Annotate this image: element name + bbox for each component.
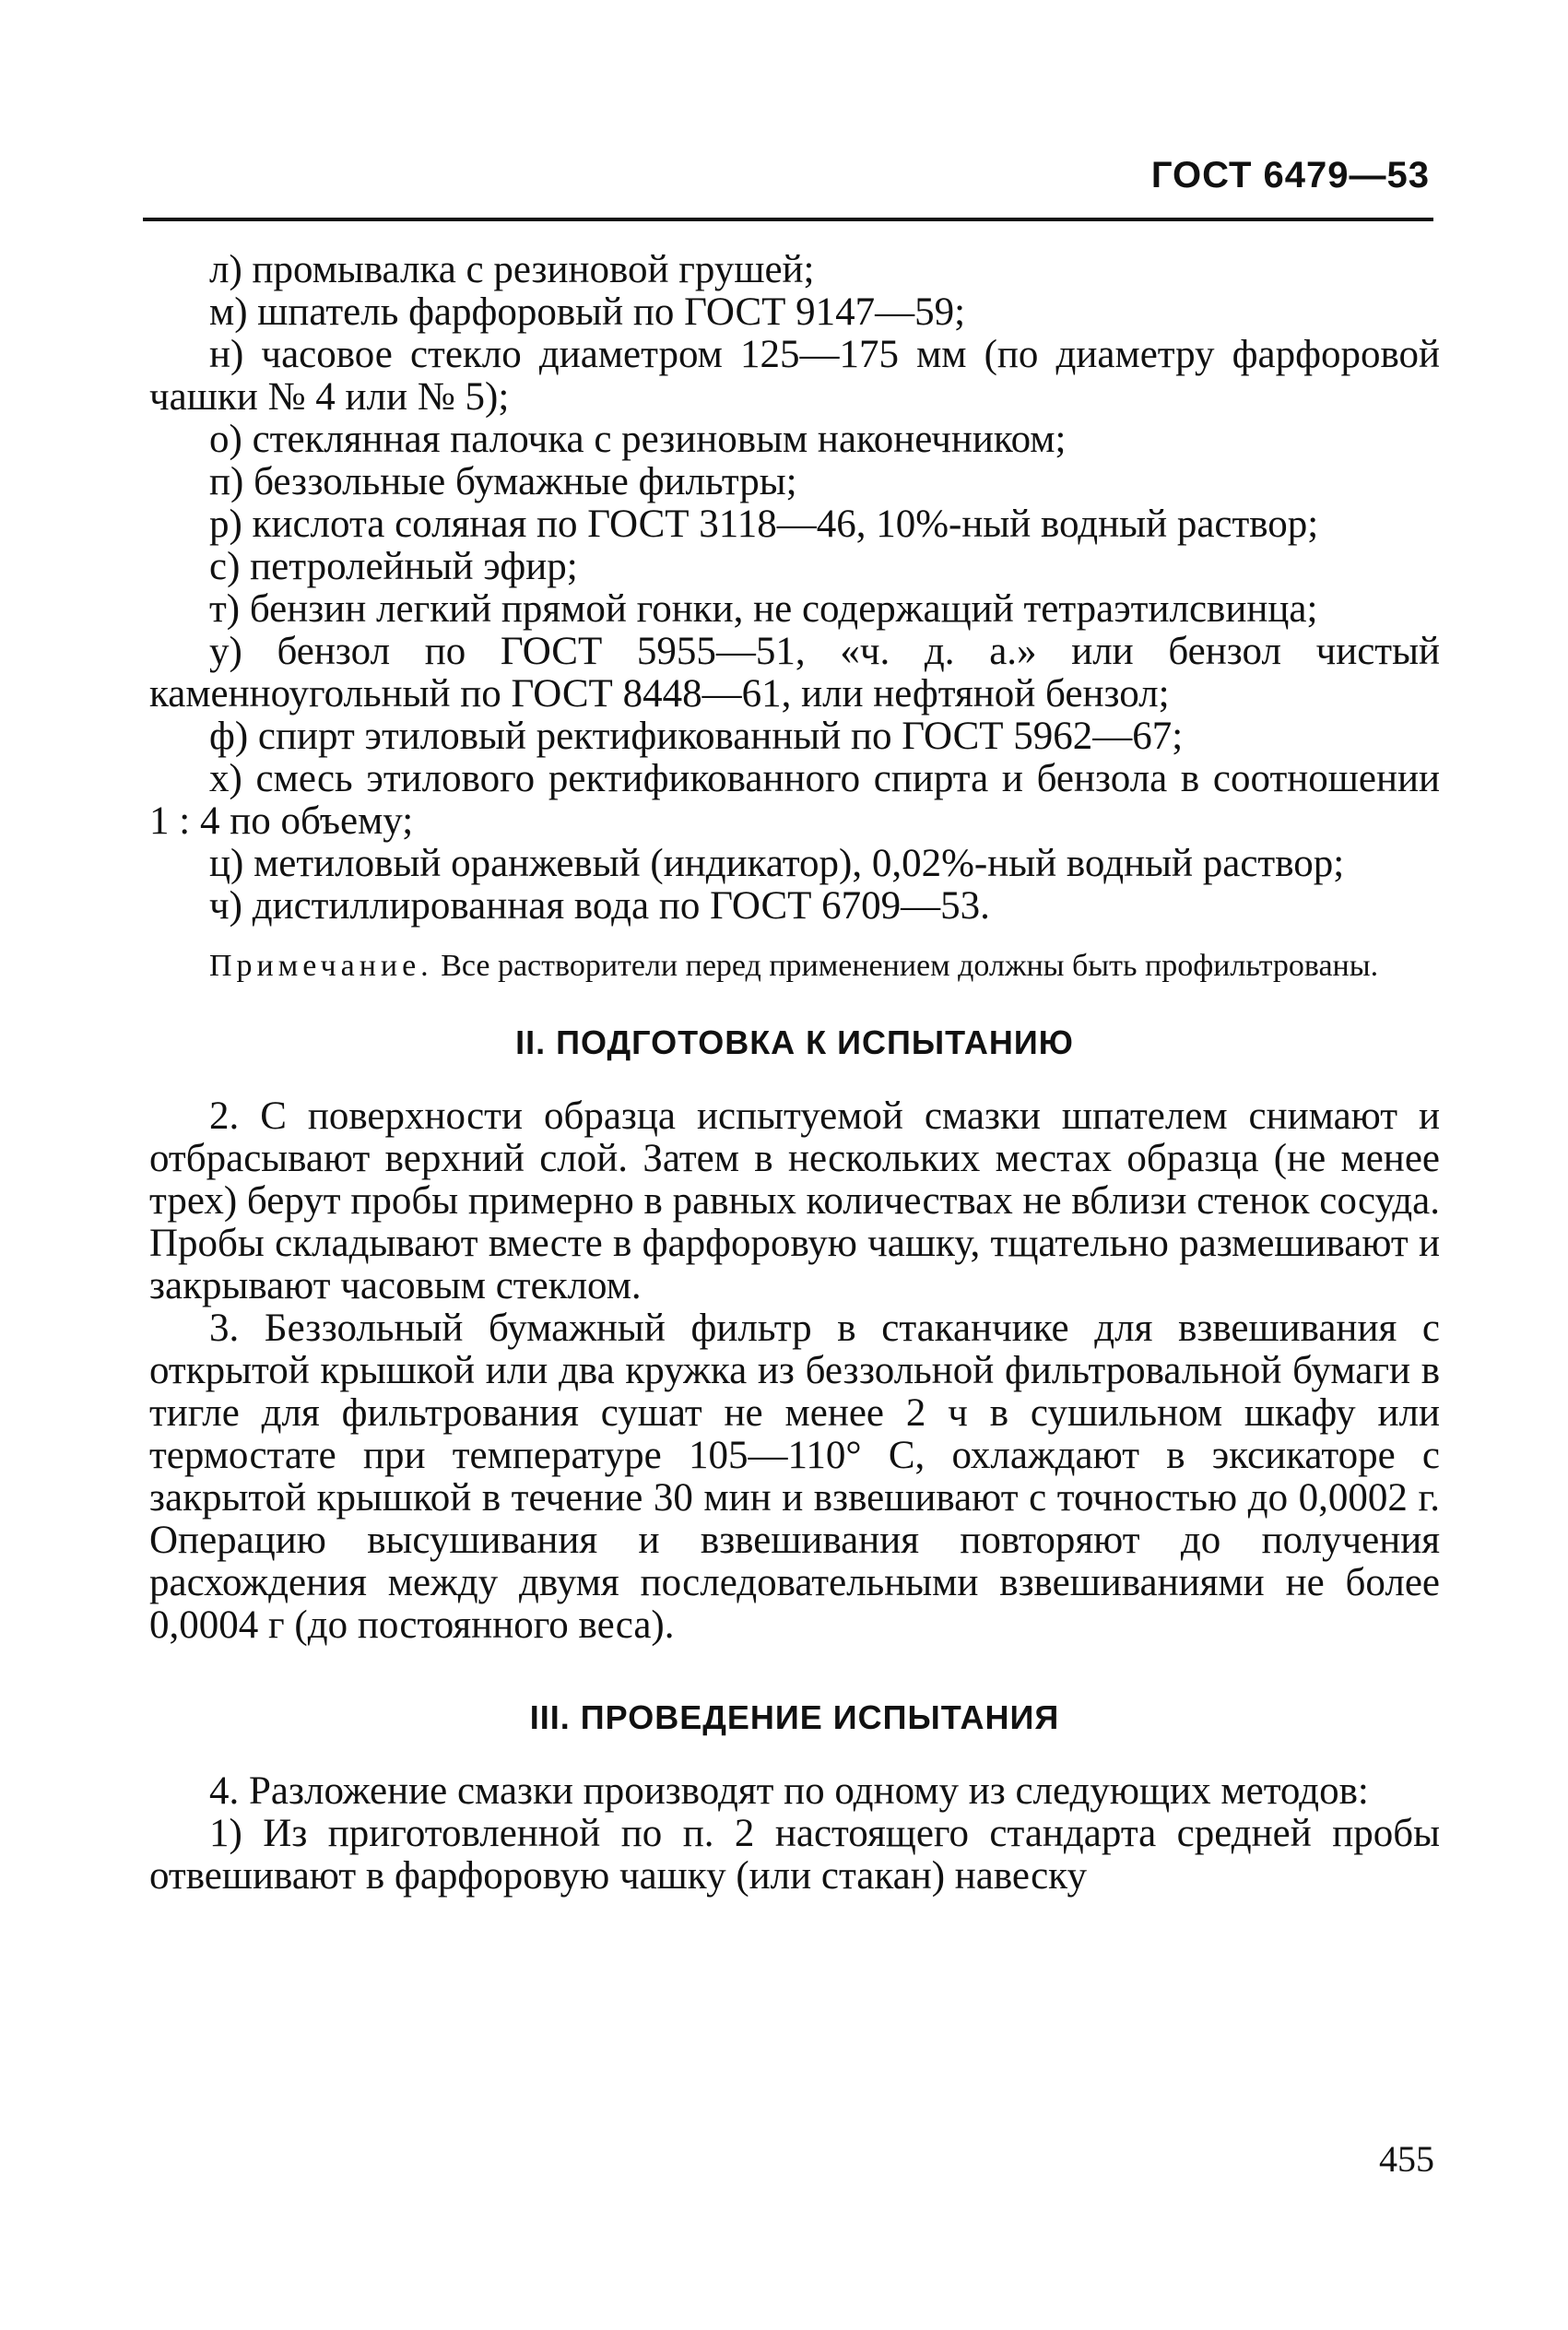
note-text: Все растворители перед применением должны быть профильтрованы. [441,949,1379,983]
list-item: у) бензол по ГОСТ 5955—51, «ч. д. а.» или бензол чистый каменноугольный по ГОСТ 8448—61, или нефтяной бензол; [149,630,1440,716]
list-item: с) петролейный эфир; [209,545,578,588]
note-label: Примечание. [209,949,433,983]
list-item: о) стеклянная палочка с резиновым наконечником; [209,418,1067,461]
standard-code-header: ГОСТ 6479—53 [1150,155,1430,195]
list-item: н) часовое стекло диаметром 125—175 мм (по диаметру фарфоровой чашки № 4 или № 5); [149,333,1440,419]
header-rule [143,218,1433,221]
list-item: п) беззольные бумажные фильтры; [209,460,797,503]
list-item: х) смесь этилового ректификованного спирта и бензола в соотношении 1 : 4 по объему; [149,757,1440,843]
paragraph-4-method-1: 1) Из приготовленной по п. 2 настоящего стандарта средней пробы отвешивают в фарфоровую чашку (или стакан) навеску [149,1812,1440,1898]
list-item: ц) метиловый оранжевый (индикатор), 0,02%-ный водный раствор; [209,842,1345,885]
paragraph-2: 2. С поверхности образца испытуемой смазки шпателем снимают и отбрасывают верхний слой. Затем в нескольких местах образца (не менее трех) берут пробы примерно в равных количествах не вблизи стенок сосуда. Пробы складывают вместе в фарфоровую чашку, тщательно размешивают и закрывают часовым стеклом. [149,1094,1440,1307]
list-item: р) кислота соляная по ГОСТ 3118—46, 10%-ный водный раствор; [209,503,1319,546]
paragraph-4: 4. Разложение смазки производят по одному из следующих методов: [209,1769,1369,1813]
list-item: ч) дистиллированная вода по ГОСТ 6709—53. [209,884,990,928]
list-item: ф) спирт этиловый ректификованный по ГОСТ 5962—67; [209,715,1184,758]
list-item: т) бензин легкий прямой гонки, не содержащий тетраэтилсвинца; [209,587,1318,631]
equipment-list [149,249,1440,928]
note [149,948,1440,985]
paragraph-3: 3. Беззольный бумажный фильтр в стаканчике для взвешивания с открытой крышкой или два кружка из беззольной фильтровальной бумаги в тигле для фильтрования сушат не менее 2 ч в сушильном шкафу или термостате при температуре 105—110° С, охлаждают в эксикаторе с закрытой крышкой в течение 30 мин и взвешивают с точностью до 0,0002 г. Операцию высушивания и взвешивания повторяют до получения расхождения между двумя последовательными взвешиваниями не более 0,0004 г (до постоянного веса). [149,1307,1440,1647]
list-item: м) шпатель фарфоровый по ГОСТ 9147—59; [209,290,966,334]
section-2-title: II. ПОДГОТОВКА К ИСПЫТАНИЮ [515,1023,1074,1061]
list-item: л) промывалка с резиновой грушей; [209,248,815,291]
page-content [149,249,1440,1898]
section-3-title: III. ПРОВЕДЕНИЕ ИСПЫТАНИЯ [529,1698,1060,1736]
page-number: 455 [1379,2138,1434,2180]
